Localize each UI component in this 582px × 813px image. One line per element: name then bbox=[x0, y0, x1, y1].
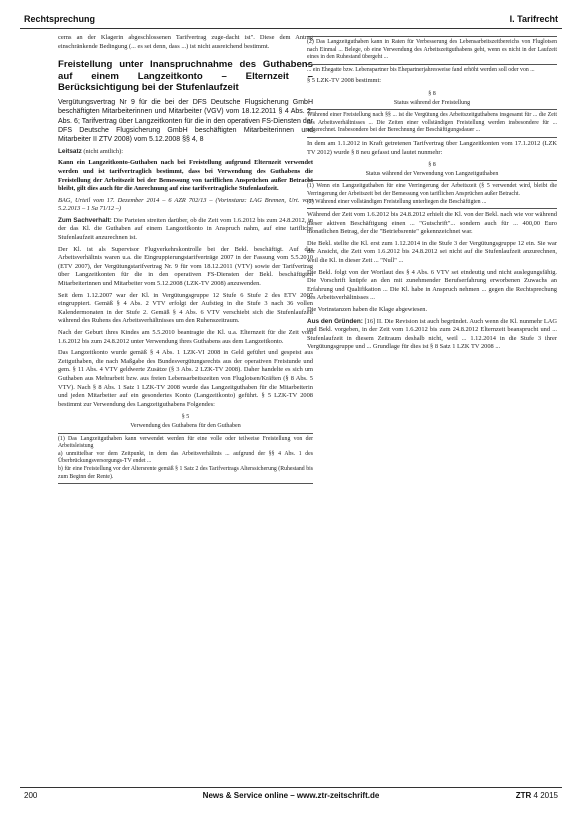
journal-name: ZTR bbox=[515, 791, 532, 800]
leitsatz-text: Kann ein Langzeitkonto-Guthaben nach bei Freistellung aufgrund Elternzeit verwendet werden und ist tarifvertraglich bestimmt, dass bei Verwendung des Guthabens die Freistellung der Arbeitszeit bei der Bemessung von tariflichen Ansprüchen außer Betracht bleibt, gilt dies auch für die Anrechnung auf eine tarifvertragliche Stufenlaufzeit. bbox=[58, 159, 313, 193]
footer-center: News & Service online – www.ztr-zeitschrift.de bbox=[202, 791, 380, 800]
quoted-rule-top: (2) Das Langzeitguthaben kann in Raten für Verbesserung des Lebensarbeitszeitbereichs von Fluglotsen nach Einmal ... Belege, ob eine Verwendung des Arbeitszeitguthabens geht, wenn es nicht in der Laufzeit eines in den Ruhestand übergeht ... bbox=[307, 36, 557, 65]
paragraph-3: Seit dem 1.12.2007 war der Kl. in Vergütungsgruppe 12 Stufe 6 Stufe 2 des ETV 2007 eingruppiert. Gemäß § 4 Abs. 2 VTV erfolgt der Aufstieg in die Stufe 3 nach 36 vollen Kalendermonaten in der Stufe 2. Gemäß § 4 Abs. 6 VTV verschiebt sich die Stufenlaufzeit während des Ruhens des Arbeitsverhältnisses um den Ruhenszeitraum. bbox=[58, 291, 313, 325]
leitsatz-label: Leitsatz bbox=[58, 147, 82, 155]
leitsatz-note: (nicht amtlich): bbox=[83, 147, 123, 155]
paragraph-4: Nach der Geburt ihres Kindes am 5.5.2010 beantragte die Kl. u.a. Elternzeit für die Zeit vom 1.6.2012 bis zum 24.8.2012 unter Verwendung ihres Guthabens aus dem Langzeitkonto. bbox=[58, 329, 313, 345]
gruende-text: [16] II. Die Revision ist auch begründet. Auch wenn die Kl. nunmehr LAG und Bekl. vorgeben, in der Zeit vom 1.6.2012 bis zum 24.8.2012 Elternzeit beansprucht und ... Stufenlaufzeit in diesem Zeitraum deshalb nicht, weil ... 1.12.2014 in die Stufe 3 ihrer Vergütungsgruppe und ... Grundlage für dies ist § 8 Satz 1 LZK TV 2008 ... bbox=[307, 317, 557, 351]
tarif-paragraph: In dem am 1.1.2012 in Kraft getretenen Tarifvertrag über Langzeitkonten vom 17.1.2012 (LZK TV 2012) wurde § 8 neu gefasst und lautet nunmehr: bbox=[307, 139, 557, 156]
page-number: 200 bbox=[24, 791, 38, 800]
journal-issue bbox=[516, 791, 558, 800]
page-footer bbox=[20, 787, 562, 804]
left-column bbox=[58, 34, 313, 486]
status-text: Während einer Freistellung nach §§ ... ist die Vergütung des Arbeitszeitguthabens insgesamt für ... die Zeit des Arbeitsverhältnisses ... Die Zeiten einer vollständigen Freistellung werden insbesondere für ... angerechnet. Insbesondere bei der Berechnung der Beschäftigungsdauer ... bbox=[307, 109, 557, 138]
issue-label: 4 2015 bbox=[533, 791, 558, 800]
facts-text: Die Parteien streiten darüber, ob die Zeit vom 1.6.2012 bis zum 24.8.2012, in der das Kl. die Guthaben auf einem Langzeitkonto in Anspruch nahm, auf eine tarifliche Stufenlaufzeit anzurechnen ist. bbox=[58, 216, 313, 242]
section-8b-heading: § 8 Status während der Verwendung von Langzeitguthaben bbox=[365, 162, 499, 177]
citation: BAG, Urteil vom 17. Dezember 2014 – 6 AZR 702/13 – (Vorinstanz: LAG Bremen, Urt. vom 5.2.2013 – 1 Sa 71/12 –) bbox=[58, 196, 313, 213]
vorinstanz-paragraph: Die Vorinstanzen haben die Klage abgewiesen. bbox=[307, 306, 428, 314]
article-title: Freistellung unter Inanspruchnahme des Guthabens auf einem Langzeitkonto – Elternzeit – Berücksichtigung bei der Stufenlaufzeit bbox=[58, 59, 313, 94]
quoted-rule-top-2: ... ein Ehegatte bzw. Lebenspartner bis Ehepartnerjahresweise fand erhöht werden soll oder von ... bbox=[307, 66, 535, 73]
kl-paragraph: Die Bekl. stellte die Kl. erst zum 1.12.2014 in die Stufe 3 der Vergütungsgruppe 12 ein. Sie war der Ansicht, die Zeit vom 1.6.2012 bis 24.8.2012 sei nicht auf die Stufenlaufzeit anzurechnen, weil die Kl. in dieser Zeit ... "Null" ... bbox=[307, 239, 557, 265]
after-paragraph: Während der Zeit vom 1.6.2012 bis 24.8.2012 erhielt die Kl. von der Bekl. nach wie vor während dieser aktiven Beschäftigung einen ... "Gutschrift"... sondern auch für ... 400,00 Euro monatlichen Betrag, der die "Betriebsrente" gekennzeichnet war. bbox=[307, 211, 557, 236]
right-column bbox=[307, 34, 557, 355]
category-name: I. Tarifrecht bbox=[509, 14, 558, 24]
quoted-rule-2: (1) Wenn ein Langzeitguthaben für eine Verringerung der Arbeitszeit (§ 5 verwendet wird, bleibt die Verringerung der Arbeitszeit bei der Bemessung von tariflichen Ansprüchen außer Betracht. (2) Während einer vollständigen Freistellung unterliegen die Beschäftigten ... bbox=[307, 180, 557, 209]
article-subtitle: Vergütungsvertrag Nr 9 für die bei der DFS Deutsche Flugsicherung GmbH beschäftigten Mitarbeiterinnen und Mitarbeiter (VGV) vom 18.12.2011 § 4 Abs. 2, Abs. 6; Tarifvertrag über Langzeitkonten für die in den operativen FS-Diensten der DFS Deutsche Flugsicherung GmbH beschäftigten Mitarbeiterinnen und Mitarbeiter II ZTV 2008) vom 5.12.2008 §§ 4, 8 bbox=[58, 98, 313, 144]
facts-label: Zum Sachverhalt: bbox=[58, 216, 112, 224]
bekl-paragraph: Die Bekl. folgt von der Wortlaut des § 4 Abs. 6 VTV sei eindeutig und nicht auslegungsfähig. Die Vorschrift knüpfe an den mit zunehmender Berufserfahrung erworbenen Zuwachs an Erfahrung und Qualifikation ... Die Kl. habe in Anspruch nehmen ... gegen die Rechtsprechung des Arbeitsverhältnisses ... bbox=[307, 268, 557, 302]
section-8-heading: § 8 Status während der Freistellung bbox=[393, 90, 471, 106]
section-name: Rechtsprechung bbox=[24, 14, 96, 24]
section-heading: § 5 Verwendung des Guthabens für den Guthaben bbox=[130, 414, 241, 429]
paragraph-2: Der Kl. ist als Supervisor Flugverkehrskontrolle bei der Bekl. beschäftigt. Auf das Arbeitsverhältnis waren u.a. die Eingruppierungstarifverträge 2007 in der Fassung vom 5.5.2010 (ETV 2007), der Vergütungstarifvertrag Nr. 9 für vom 18.12.2011 (VTV) sowie der Tarifvertrag über Langzeitkonten für die in den operativen FS-Diensten der Bekl. beschäftigten Mitarbeiterinnen und Mitarbeiter vom 5.12.2008 (LZK-TV 2008) anzuwenden. bbox=[58, 245, 313, 288]
para-5: § 5 LZK-TV 2008 bestimmt: bbox=[307, 77, 382, 85]
page-header bbox=[20, 12, 562, 29]
gruende-label: Aus den Gründen: bbox=[307, 317, 363, 325]
intro-text: cerns an der Klagerin abgeschlossenen Tarifvertrag zuge-dacht ist". Diese dem Antrag einschränkende Bedingung (... es sei denn, dass ...) ist nicht ausreichend bestimmt. bbox=[58, 34, 313, 50]
quoted-rule: (1) Das Langzeitguthaben kann verwendet werden für eine volle oder teilweise Freistellung von der Arbeitsleistung a) unmittelbar vor dem Zeitpunkt, in dem das Arbeitsverhältnis ... aufgrund der §§ 4 Abs. 1 des Überbrückungsversorgungs-TV endet ... b) für eine Freistellung vor der Altersrente gemäß § 1 Satz 2 des Tarifvertrags Alterssicherung (Ruhestand bis zum Beginn der Rente). bbox=[58, 433, 313, 485]
paragraph-5: Das Langzeitkonto wurde gemäß § 4 Abs. 1 LZK-VI 2008 in Geld geführt und gespeist aus Zeitguthaben, die nach Maßgabe des Bundesvergütungsrechts aus der operativen Freistunde und gem. § 11 Abs. 4 VTV geldwerte Zusätze (§ 3 Abs. 2 LZK-TV 2008). Daher handelte es sich um Guthaben aus Mehrarbeit bzw. aus freien Lebensarbeitszeiten von Fluglotsen/Kräften (§ 8 Abs. 5 VTV). Nach § 8 Abs. 1 Satz 1 LZK-TV 2008 wurde das Langzeitguthaben für die Mitarbeiterin und jeden Mitarbeiter auf ein gesondertes Konto (Langzeitkonto) geführt. § 5 LZK-TV 2008 bestimmt zur Verwendung des Langzeitguthabens Folgendes: bbox=[58, 349, 313, 408]
